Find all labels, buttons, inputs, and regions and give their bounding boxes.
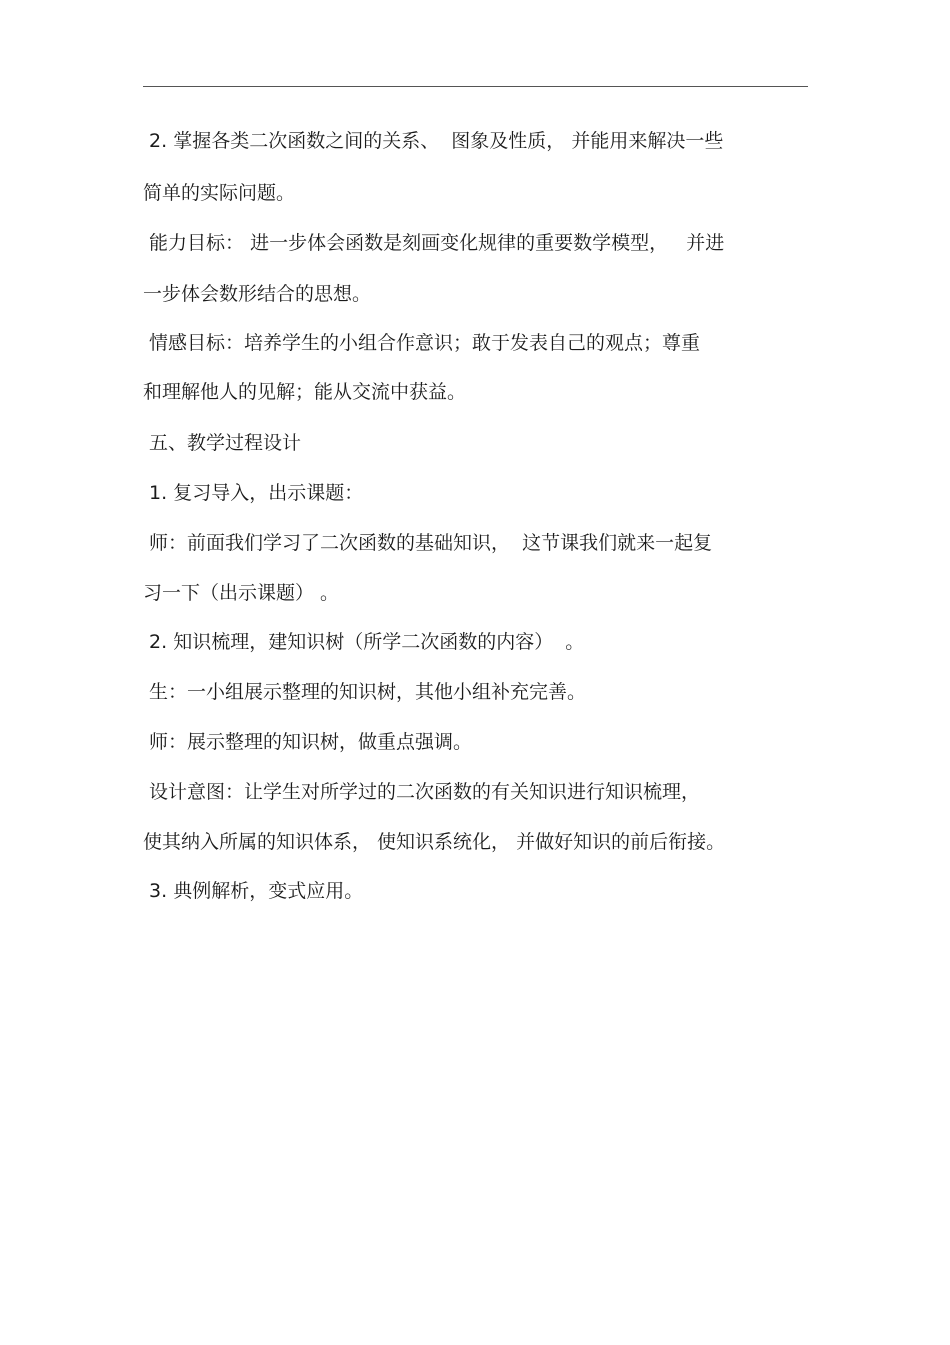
text-line: 使其纳入所属的知识体系， 使知识系统化， 并做好知识的前后衔接。 [143, 831, 726, 853]
text-line: 师：展示整理的知识树，做重点强调。 [143, 731, 473, 753]
subsection-heading: 1. 复习导入，出示课题： [143, 482, 364, 504]
header-rule [143, 86, 808, 87]
text-line: 设计意图：让学生对所学过的二次函数的有关知识进行知识梳理， [143, 781, 701, 803]
text-line: 生：一小组展示整理的知识树，其他小组补充完善。 [143, 681, 587, 703]
text-line: 能力目标： 进一步体会函数是刻画变化规律的重要数学模型， 并进 [143, 232, 725, 254]
text-line: 和理解他人的见解；能从交流中获益。 [143, 381, 467, 403]
text-line: 一步体会数形结合的思想。 [143, 283, 372, 305]
section-heading: 五、教学过程设计 [143, 432, 302, 454]
subsection-heading: 3. 典例解析，变式应用。 [143, 880, 364, 902]
text-line: 师：前面我们学习了二次函数的基础知识， 这节课我们就来一起复 [143, 532, 713, 554]
text-line: 2. 掌握各类二次函数之间的关系、 图象及性质， 并能用来解决一些 [143, 130, 724, 152]
text-line: 简单的实际问题。 [143, 182, 296, 204]
subsection-heading: 2. 知识梳理，建知识树（所学二次函数的内容） 。 [143, 631, 585, 653]
text-line: 情感目标：培养学生的小组合作意识；敢于发表自己的观点；尊重 [143, 332, 701, 354]
text-line: 习一下（出示课题） 。 [143, 582, 340, 604]
